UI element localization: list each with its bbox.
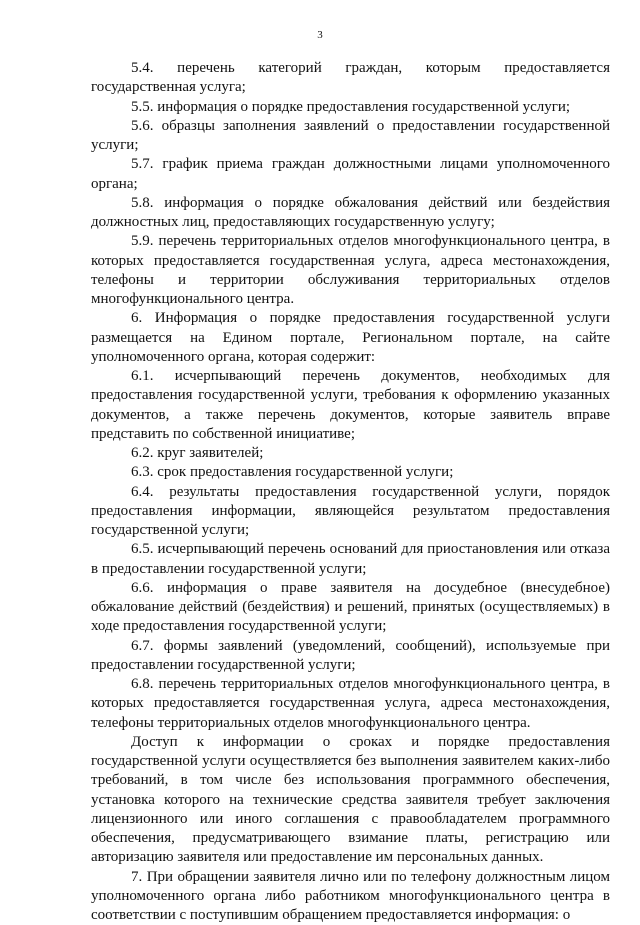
paragraph-7: 7. При обращении заявителя лично или по телефону должностным лицом уполномоченного органа либо работником многофункционального центра в соответствии с поступившим обращением предоставляется информация: о xyxy=(91,868,610,925)
paragraph-5-8: 5.8. информация о порядке обжалования действий или бездействия должностных лиц, предоставляющих государственную услугу; xyxy=(91,194,610,233)
paragraph-6-7: 6.7. формы заявлений (уведомлений, сообщений), используемые при предоставлении государственной услуги; xyxy=(91,637,610,676)
page-number: 3 xyxy=(0,28,640,42)
paragraph-6-8: 6.8. перечень территориальных отделов многофункционального центра, в которых предоставляется государственная услуга, адреса местонахождения, телефоны территориальных отделов многофункционального центра. xyxy=(91,675,610,733)
paragraph-access-info: Доступ к информации о сроках и порядке предоставления государственной услуги осуществляется без выполнения заявителем каких-либо требований, в том числе без использования программного обеспечения, установка которого на технические средства заявителя требует заключения лицензионного или иного соглашения с правообладателем программного обеспечения, предусматривающего взимание платы, регистрацию или авторизацию заявителя или предоставление им персональных данных. xyxy=(91,733,610,868)
paragraph-6-6: 6.6. информация о праве заявителя на досудебное (внесудебное) обжалование действий (бездействия) и решений, принятых (осуществляемых) в ходе предоставления государственной услуги; xyxy=(91,579,610,637)
paragraph-6-5: 6.5. исчерпывающий перечень оснований для приостановления или отказа в предоставлении государственной услуги; xyxy=(91,540,610,579)
paragraph-5-7: 5.7. график приема граждан должностными лицами уполномоченного органа; xyxy=(91,155,610,194)
paragraph-5-4: 5.4. перечень категорий граждан, которым предоставляется государственная услуга; xyxy=(91,59,610,98)
paragraph-6-4: 6.4. результаты предоставления государственной услуги, порядок предоставления информации, являющейся результатом предоставления государственной услуги; xyxy=(91,483,610,541)
paragraph-6-1: 6.1. исчерпывающий перечень документов, необходимых для предоставления государственной услуги, требования к оформлению указанных документов, а также перечень документов, которые заявитель вправе представить по собственной инициативе; xyxy=(91,367,610,444)
document-body xyxy=(91,59,610,925)
paragraph-6: 6. Информация о порядке предоставления государственной услуги размещается на Едином портале, Региональном портале, на сайте уполномоченного органа, которая содержит: xyxy=(91,309,610,367)
paragraph-6-3: 6.3. срок предоставления государственной услуги; xyxy=(91,463,610,482)
paragraph-5-6: 5.6. образцы заполнения заявлений о предоставлении государственной услуги; xyxy=(91,117,610,156)
paragraph-6-2: 6.2. круг заявителей; xyxy=(91,444,610,463)
paragraph-5-9: 5.9. перечень территориальных отделов многофункционального центра, в которых предоставляется государственная услуга, адреса местонахождения, телефоны и территории обслуживания территориальных отделов многофункционального центра. xyxy=(91,232,610,309)
paragraph-5-5: 5.5. информация о порядке предоставления государственной услуги; xyxy=(91,98,610,117)
